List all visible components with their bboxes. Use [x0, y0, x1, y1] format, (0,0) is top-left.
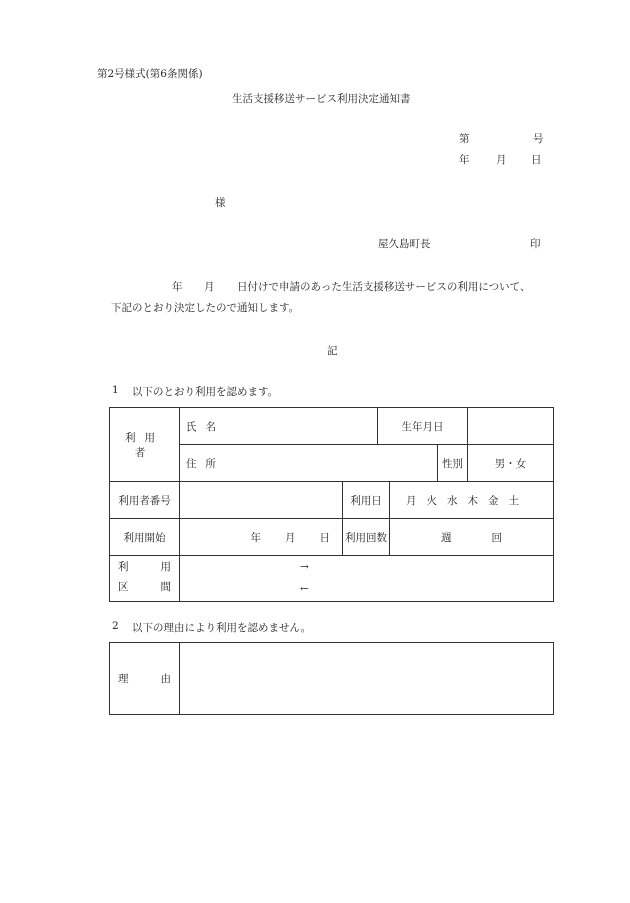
- name-label: 氏名: [186, 420, 225, 433]
- weekday-wed[interactable]: 水: [447, 494, 458, 507]
- section2-text: 以下の理由により利用を認めません。: [132, 622, 312, 634]
- user-number-value-cell[interactable]: [180, 482, 343, 519]
- start-label: 利用開始: [123, 531, 166, 544]
- sex-label-cell: [438, 445, 468, 482]
- reason-label-cell: [110, 643, 180, 715]
- start-day: 日: [319, 531, 330, 544]
- weekday-fri[interactable]: 金: [488, 494, 499, 507]
- user-number-label: 利用者番号: [118, 494, 171, 507]
- ki-heading: 記: [327, 345, 338, 357]
- arrow-left: ←: [300, 583, 309, 595]
- birthdate-label: 生年月日: [401, 420, 444, 433]
- route-label-cell: [110, 556, 180, 602]
- date-month: 月: [496, 154, 507, 166]
- frequency-label-cell: [343, 519, 390, 556]
- use-days-label: 利用日: [350, 494, 382, 507]
- addressee-suffix: 様: [215, 197, 226, 209]
- address-cell[interactable]: [180, 445, 438, 482]
- route-table: [109, 555, 554, 602]
- body-month: 月: [204, 281, 215, 293]
- start-year: 年: [250, 531, 261, 544]
- arrow-right: →: [300, 561, 309, 573]
- number-suffix: 号: [533, 133, 544, 145]
- body-line1: 日付けで申請のあった生活支援移送サービスの利用について、: [237, 281, 531, 293]
- route-label-char1: 利: [118, 560, 129, 573]
- times: 回: [491, 531, 502, 544]
- birthdate-label-cell: [378, 408, 468, 445]
- section2-number: 2: [112, 620, 119, 632]
- weekday-sat[interactable]: 土: [508, 494, 519, 507]
- issuer-name: 屋久島町長: [378, 238, 431, 250]
- user-number-label-cell: [110, 482, 180, 519]
- start-label-cell: [110, 519, 180, 556]
- section1-text: 以下のとおり利用を認めます。: [132, 386, 279, 398]
- start-month: 月: [285, 531, 296, 544]
- reason-label-char2: 由: [160, 673, 171, 685]
- route-label-char3: 区: [118, 580, 129, 593]
- date-day: 日: [531, 154, 542, 166]
- seal-mark: 印: [530, 238, 541, 250]
- reason-label-char1: 理: [118, 673, 129, 685]
- frequency-label: 利用回数: [345, 531, 387, 544]
- per-week: 週: [441, 531, 452, 544]
- weekday-mon[interactable]: 月: [406, 494, 417, 507]
- weekday-thu[interactable]: 木: [467, 494, 478, 507]
- weekday-tue[interactable]: 火: [426, 494, 437, 507]
- use-days-label-cell: [343, 482, 390, 519]
- route-label-char4: 間: [160, 580, 171, 593]
- reason-table: [109, 642, 554, 715]
- section1-number: 1: [112, 384, 119, 396]
- user-info-table: [109, 407, 554, 482]
- user-label-cell: [110, 408, 180, 482]
- route-value-cell[interactable]: [180, 556, 554, 602]
- date-year: 年: [459, 154, 470, 166]
- route-label-char2: 用: [160, 560, 171, 573]
- user-label: 利用者: [125, 431, 164, 459]
- reason-value-cell[interactable]: [180, 643, 554, 715]
- document-title: 生活支援移送サービス利用決定通知書: [232, 93, 411, 105]
- sex-options: 男・女: [494, 457, 527, 470]
- frequency-value-cell[interactable]: [390, 519, 554, 556]
- sex-value-cell[interactable]: [468, 445, 554, 482]
- start-date-cell[interactable]: [180, 519, 343, 556]
- usage-table: [109, 481, 554, 556]
- form-id: 第2号様式(第6条関係): [97, 68, 203, 80]
- sex-label: 性別: [442, 457, 463, 470]
- body-year: 年: [172, 281, 183, 293]
- address-label: 住所: [186, 457, 225, 470]
- birthdate-value-cell[interactable]: [468, 408, 554, 445]
- weekdays-cell[interactable]: [390, 482, 554, 519]
- number-prefix: 第: [459, 133, 470, 145]
- name-cell[interactable]: [180, 408, 378, 445]
- body-line2: 下記のとおり決定したので通知します。: [111, 302, 300, 314]
